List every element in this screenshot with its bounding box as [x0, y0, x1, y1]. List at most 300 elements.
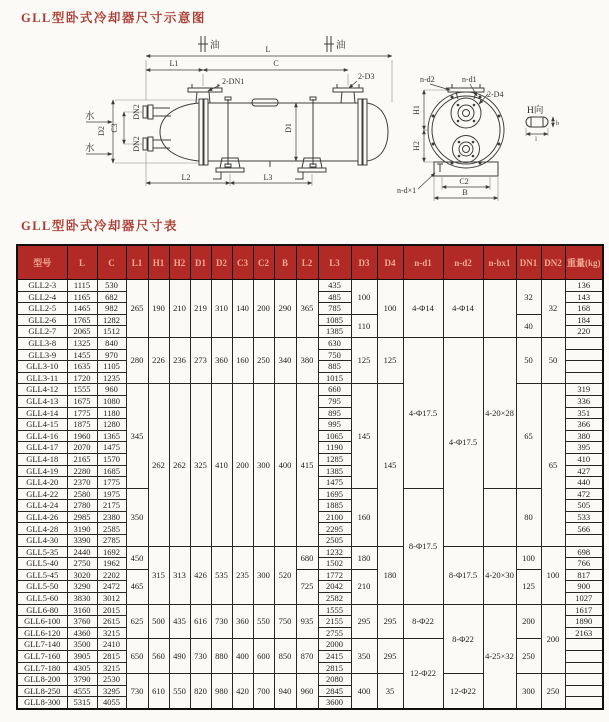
cell: 1180 — [97, 407, 126, 419]
cell: 200 — [516, 604, 541, 639]
cell: 136 — [565, 280, 603, 292]
cell — [483, 488, 516, 546]
cell: 180 — [351, 546, 377, 569]
cell: 850 — [274, 639, 296, 674]
cell: 410 — [565, 453, 603, 465]
cell: 168 — [565, 303, 603, 315]
cell: 210 — [351, 569, 377, 604]
cell: 880 — [211, 639, 232, 674]
cell: 1080 — [97, 395, 126, 407]
cell: 2780 — [67, 500, 97, 512]
cell: 472 — [565, 488, 603, 500]
cell: 1235 — [97, 372, 126, 384]
cell: 295 — [377, 604, 403, 639]
cell: 1775 — [67, 407, 97, 419]
cell: 4-20×28 — [483, 337, 516, 488]
cell-model: GLL6-80 — [17, 604, 67, 616]
cell-model: GLL2-5 — [17, 303, 67, 315]
cell — [565, 662, 603, 674]
cell: 2042 — [318, 581, 351, 593]
cell: 400 — [274, 384, 296, 546]
cell: 2163 — [565, 627, 603, 639]
dim-DN2: DN2 — [132, 136, 141, 152]
cell: 2582 — [318, 593, 351, 605]
cell: 236 — [169, 337, 190, 383]
cell-model: GLL5-35 — [17, 546, 67, 558]
column-header: D2 — [211, 245, 232, 280]
cell: 560 — [148, 639, 169, 674]
cell: 190 — [148, 280, 169, 338]
cell: 500 — [148, 604, 169, 639]
cell: 32 — [516, 280, 541, 315]
cell-model: GLL5-50 — [17, 581, 67, 593]
cell: 2410 — [97, 639, 126, 651]
column-header: n-d2 — [443, 245, 483, 280]
cell: 2615 — [97, 616, 126, 628]
cell: 1635 — [67, 361, 97, 373]
cell: 935 — [296, 604, 318, 639]
cell: 2015 — [97, 604, 126, 616]
cell: 1675 — [67, 395, 97, 407]
cell-model: GLL7-160 — [17, 651, 67, 663]
cell: 4-Φ17.5 — [403, 337, 443, 488]
cell: 1502 — [318, 558, 351, 570]
cell: 3160 — [67, 604, 97, 616]
cell: 682 — [97, 291, 126, 303]
cell: 1617 — [565, 604, 603, 616]
cooler-side-view — [143, 36, 388, 179]
cell: 12-Φ22 — [443, 674, 483, 709]
cell: 3390 — [67, 535, 97, 547]
cell: 319 — [565, 384, 603, 396]
cell: 465 — [126, 569, 148, 604]
table-row — [17, 639, 603, 651]
cell: 700 — [253, 674, 274, 709]
cell: 630 — [318, 337, 351, 349]
cell: 1465 — [67, 303, 97, 315]
cell-model: GLL4-19 — [17, 465, 67, 477]
cell: 1385 — [318, 326, 351, 338]
cell: 300 — [253, 384, 274, 546]
cell: 2755 — [318, 627, 351, 639]
cell: 300 — [253, 546, 274, 604]
cell: 3790 — [67, 674, 97, 686]
cell: 490 — [169, 639, 190, 674]
dim-C: C — [273, 59, 279, 68]
cell: 295 — [377, 639, 403, 674]
cell: 340 — [274, 337, 296, 383]
cell — [565, 349, 603, 361]
slot-hole-detail — [526, 117, 548, 127]
cell: 1065 — [318, 430, 351, 442]
oil-outlet-label: 油 — [336, 41, 346, 51]
column-header: H1 — [148, 245, 169, 280]
cell: 3830 — [67, 593, 97, 605]
diagram-labels — [85, 39, 559, 197]
cell: 80 — [516, 488, 541, 546]
cell: 2000 — [318, 639, 351, 651]
cell: 1695 — [318, 488, 351, 500]
cell: 982 — [97, 303, 126, 315]
cell: 895 — [318, 407, 351, 419]
cell: 366 — [565, 419, 603, 431]
cell: 350 — [126, 488, 148, 546]
dim-D1: D1 — [284, 123, 293, 133]
cell: 219 — [190, 280, 211, 338]
cell: 725 — [296, 569, 318, 604]
cell — [565, 697, 603, 709]
cell: 5315 — [67, 697, 97, 709]
cell: 125 — [516, 569, 541, 604]
cell: 2100 — [318, 511, 351, 523]
column-header: L — [67, 245, 97, 280]
cell: 1960 — [67, 430, 97, 442]
oil-inlet-label: 油 — [210, 41, 220, 51]
cell: 100 — [516, 546, 541, 569]
cell: 900 — [565, 581, 603, 593]
cell-model: GLL6-100 — [17, 616, 67, 628]
cell: 125 — [351, 337, 377, 383]
cell-model: GLL3-10 — [17, 361, 67, 373]
cell: 100 — [377, 280, 403, 338]
cell-model: GLL8-250 — [17, 685, 67, 697]
cell: 380 — [565, 430, 603, 442]
cell: 160 — [232, 337, 253, 383]
cell: 4055 — [97, 697, 126, 709]
cell: 143 — [565, 291, 603, 303]
cell: 4-Φ17.5 — [443, 337, 483, 546]
cell: 1555 — [67, 384, 97, 396]
header-row — [17, 245, 603, 280]
side-view-dimensions — [86, 56, 392, 186]
cell: 1475 — [318, 477, 351, 489]
cell: 250 — [541, 674, 565, 709]
cell: 140 — [232, 280, 253, 338]
cell: 2175 — [97, 500, 126, 512]
table-row — [17, 337, 603, 349]
cell: 2750 — [67, 558, 97, 570]
cell: 485 — [318, 291, 351, 303]
cell: 1115 — [67, 280, 97, 292]
table-row — [17, 546, 603, 558]
cell: 145 — [351, 384, 377, 488]
cell: 3290 — [67, 581, 97, 593]
cell: 35 — [377, 674, 403, 709]
cell-model: GLL7-140 — [17, 639, 67, 651]
cell: 680 — [296, 546, 318, 569]
cell: 980 — [211, 674, 232, 709]
cell: 125 — [377, 337, 403, 383]
cell: 2280 — [67, 465, 97, 477]
column-header: B — [274, 245, 296, 280]
cell: 1282 — [97, 314, 126, 326]
cell — [565, 337, 603, 349]
cell: 505 — [565, 500, 603, 512]
dim-L2: L2 — [181, 173, 191, 182]
cell: 3295 — [97, 685, 126, 697]
cell: 40 — [516, 314, 541, 337]
cell: 1027 — [565, 593, 603, 605]
cell: 1962 — [97, 558, 126, 570]
cell: 960 — [296, 674, 318, 709]
cell: 200 — [541, 604, 565, 674]
cell: 1365 — [97, 430, 126, 442]
cell: 750 — [318, 349, 351, 361]
cell-model: GLL4-12 — [17, 384, 67, 396]
cell: 1455 — [67, 349, 97, 361]
cell: 350 — [351, 639, 377, 674]
view-H-label: H向 — [527, 106, 544, 116]
dim-2-D3: 2-D3 — [358, 72, 375, 81]
cell: 435 — [169, 604, 190, 639]
cell: 2472 — [97, 581, 126, 593]
cell-model: GLL4-14 — [17, 407, 67, 419]
table-row — [17, 569, 603, 581]
cell: 200 — [253, 280, 274, 338]
cell: 625 — [126, 604, 148, 639]
cell: 360 — [232, 604, 253, 639]
dim-C3: C3 — [110, 123, 119, 133]
cell: 2370 — [67, 477, 97, 489]
cell: 2155 — [318, 616, 351, 628]
cell: 3215 — [97, 627, 126, 639]
cell: 610 — [148, 674, 169, 709]
cell: 300 — [516, 674, 541, 709]
cell: 2295 — [318, 523, 351, 535]
cell: 100 — [351, 280, 377, 315]
cell: 426 — [190, 546, 211, 604]
cell: 50 — [516, 337, 541, 383]
cell: 698 — [565, 546, 603, 558]
cell: 435 — [318, 280, 351, 292]
cell: 310 — [211, 280, 232, 338]
column-header: D4 — [377, 245, 403, 280]
cell — [565, 361, 603, 373]
cell-model: GLL4-17 — [17, 442, 67, 454]
dimension-table — [16, 244, 604, 710]
cell: 250 — [253, 337, 274, 383]
cell-model: GLL3-11 — [17, 372, 67, 384]
cell — [483, 280, 516, 338]
cell-model: GLL5-40 — [17, 558, 67, 570]
cell: 1475 — [97, 442, 126, 454]
cell: 3905 — [67, 651, 97, 663]
cell: 325 — [190, 384, 211, 546]
column-header: L1 — [126, 245, 148, 280]
cell: 2985 — [67, 511, 97, 523]
cell — [565, 674, 603, 686]
cell: 660 — [318, 384, 351, 396]
column-header: L3 — [318, 245, 351, 280]
cell: 2440 — [67, 546, 97, 558]
cell: 530 — [97, 280, 126, 292]
cell: 8-Φ17.5 — [443, 546, 483, 604]
cell: 820 — [190, 674, 211, 709]
cell: 65 — [516, 384, 541, 488]
cell: 210 — [169, 280, 190, 338]
cell: 2065 — [67, 326, 97, 338]
cell: 145 — [377, 384, 403, 546]
cell-model: GLL2-6 — [17, 314, 67, 326]
cell: 1555 — [318, 604, 351, 616]
cell: 345 — [126, 384, 148, 488]
cell: 315 — [148, 546, 169, 604]
cell: 2080 — [318, 674, 351, 686]
cell: 1512 — [97, 326, 126, 338]
cell: 1890 — [565, 616, 603, 628]
cell: 280 — [126, 337, 148, 383]
cell: 960 — [97, 384, 126, 396]
cell: 450 — [126, 546, 148, 569]
cell: 265 — [126, 280, 148, 338]
cell: 400 — [351, 674, 377, 709]
dim-H2: H2 — [412, 141, 421, 151]
cell: 840 — [97, 337, 126, 349]
cell: 550 — [169, 674, 190, 709]
cell: 1975 — [97, 488, 126, 500]
cell-model: GLL4-22 — [17, 488, 67, 500]
water-label: 水 — [85, 112, 95, 122]
cell: 650 — [126, 639, 148, 674]
dim-n-d2: n-d2 — [420, 75, 435, 84]
cell: 360 — [211, 337, 232, 383]
cell-model: GLL4-20 — [17, 477, 67, 489]
column-header: C3 — [232, 245, 253, 280]
dimension-diagram — [0, 0, 609, 212]
cell: 1280 — [97, 419, 126, 431]
cell-model: GLL2-4 — [17, 291, 67, 303]
cell: 2505 — [318, 535, 351, 547]
dim-slot-width: b — [556, 120, 560, 127]
cell: 730 — [211, 604, 232, 639]
cell: 110 — [351, 314, 377, 337]
table-row — [17, 384, 603, 396]
cell — [565, 372, 603, 384]
cell: 3600 — [318, 697, 351, 709]
cell: 2815 — [318, 662, 351, 674]
cell: 32 — [541, 280, 565, 338]
cell: 262 — [148, 384, 169, 546]
cell: 8-Φ22 — [403, 604, 443, 639]
cell: 160 — [351, 488, 377, 546]
cell-model: GLL3-9 — [17, 349, 67, 361]
column-header: D1 — [190, 245, 211, 280]
cell: 400 — [232, 639, 253, 674]
cell-model: GLL4-15 — [17, 419, 67, 431]
cell: 100 — [541, 546, 565, 604]
cell: 2202 — [97, 569, 126, 581]
column-header: 型号 — [17, 245, 67, 280]
cell: 1692 — [97, 546, 126, 558]
cell: 533 — [565, 511, 603, 523]
dim-C2: C2 — [459, 177, 469, 186]
cell: 427 — [565, 465, 603, 477]
table-title: GLL型卧式冷却器尺寸表 — [21, 219, 178, 233]
column-header: DN1 — [516, 245, 541, 280]
cell: 2165 — [67, 453, 97, 465]
cell: 440 — [565, 477, 603, 489]
cell: 995 — [318, 419, 351, 431]
cell-model: GLL4-24 — [17, 500, 67, 512]
cell: 250 — [516, 639, 541, 674]
table-row — [17, 604, 603, 616]
cell: 1570 — [97, 453, 126, 465]
cell-model: GLL4-13 — [17, 395, 67, 407]
cell: 2785 — [97, 535, 126, 547]
dim-2-D4: 2-D4 — [487, 90, 504, 99]
cell-model: GLL3-8 — [17, 337, 67, 349]
cell: 180 — [377, 546, 403, 604]
cell: 785 — [318, 303, 351, 315]
cell: 4-Φ14 — [403, 280, 443, 338]
cell: 4305 — [67, 662, 97, 674]
column-header: n-bx1 — [483, 245, 516, 280]
cell: 184 — [565, 314, 603, 326]
cell: 3760 — [67, 616, 97, 628]
cell: 3012 — [97, 593, 126, 605]
cell: 220 — [565, 326, 603, 338]
cell-model: GLL5-45 — [17, 569, 67, 581]
cell: 1015 — [318, 372, 351, 384]
cell: 1685 — [97, 465, 126, 477]
cell: 4-25×32 — [483, 604, 516, 709]
right-head — [367, 103, 388, 161]
cell: 817 — [565, 569, 603, 581]
cell: 730 — [190, 639, 211, 674]
water-box-head — [160, 103, 199, 161]
column-header: DN2 — [541, 245, 565, 280]
cell-model: GLL5-60 — [17, 593, 67, 605]
cell: 2070 — [67, 442, 97, 454]
dim-2-DN1: 2-DN1 — [222, 77, 245, 86]
cell: 1765 — [67, 314, 97, 326]
cell: 4555 — [67, 685, 97, 697]
dim-H1: H1 — [412, 105, 421, 115]
cell: 200 — [232, 384, 253, 546]
dim-n-dx1: n-d×1 — [397, 186, 417, 195]
cell: 1775 — [97, 477, 126, 489]
column-header: H2 — [169, 245, 190, 280]
cell-model: GLL4-16 — [17, 430, 67, 442]
cell: 1875 — [67, 419, 97, 431]
cell-model: GLL2-7 — [17, 326, 67, 338]
cell: 535 — [211, 546, 232, 604]
cell-model: GLL8-300 — [17, 697, 67, 709]
cell: 1720 — [67, 372, 97, 384]
cell: 50 — [541, 337, 565, 383]
cell: 2845 — [318, 685, 351, 697]
column-header: 重量(kg) — [565, 245, 603, 280]
cell: 1885 — [318, 500, 351, 512]
cell: 1165 — [67, 291, 97, 303]
cell: 8-Φ17.5 — [403, 488, 443, 604]
cell: 336 — [565, 395, 603, 407]
cell: 8-Φ22 — [443, 604, 483, 674]
cell: 4360 — [67, 627, 97, 639]
column-header: L2 — [296, 245, 318, 280]
cell: 4-Φ14 — [443, 280, 483, 338]
cell: 380 — [296, 337, 318, 383]
cell: 766 — [565, 558, 603, 570]
cell: 290 — [274, 280, 296, 338]
cell: 3190 — [67, 523, 97, 535]
cell: 2815 — [97, 651, 126, 663]
cell: 273 — [190, 337, 211, 383]
dim-B: B — [462, 188, 468, 197]
cell: 1385 — [318, 465, 351, 477]
cell: 730 — [126, 674, 148, 709]
cell: 2380 — [97, 511, 126, 523]
